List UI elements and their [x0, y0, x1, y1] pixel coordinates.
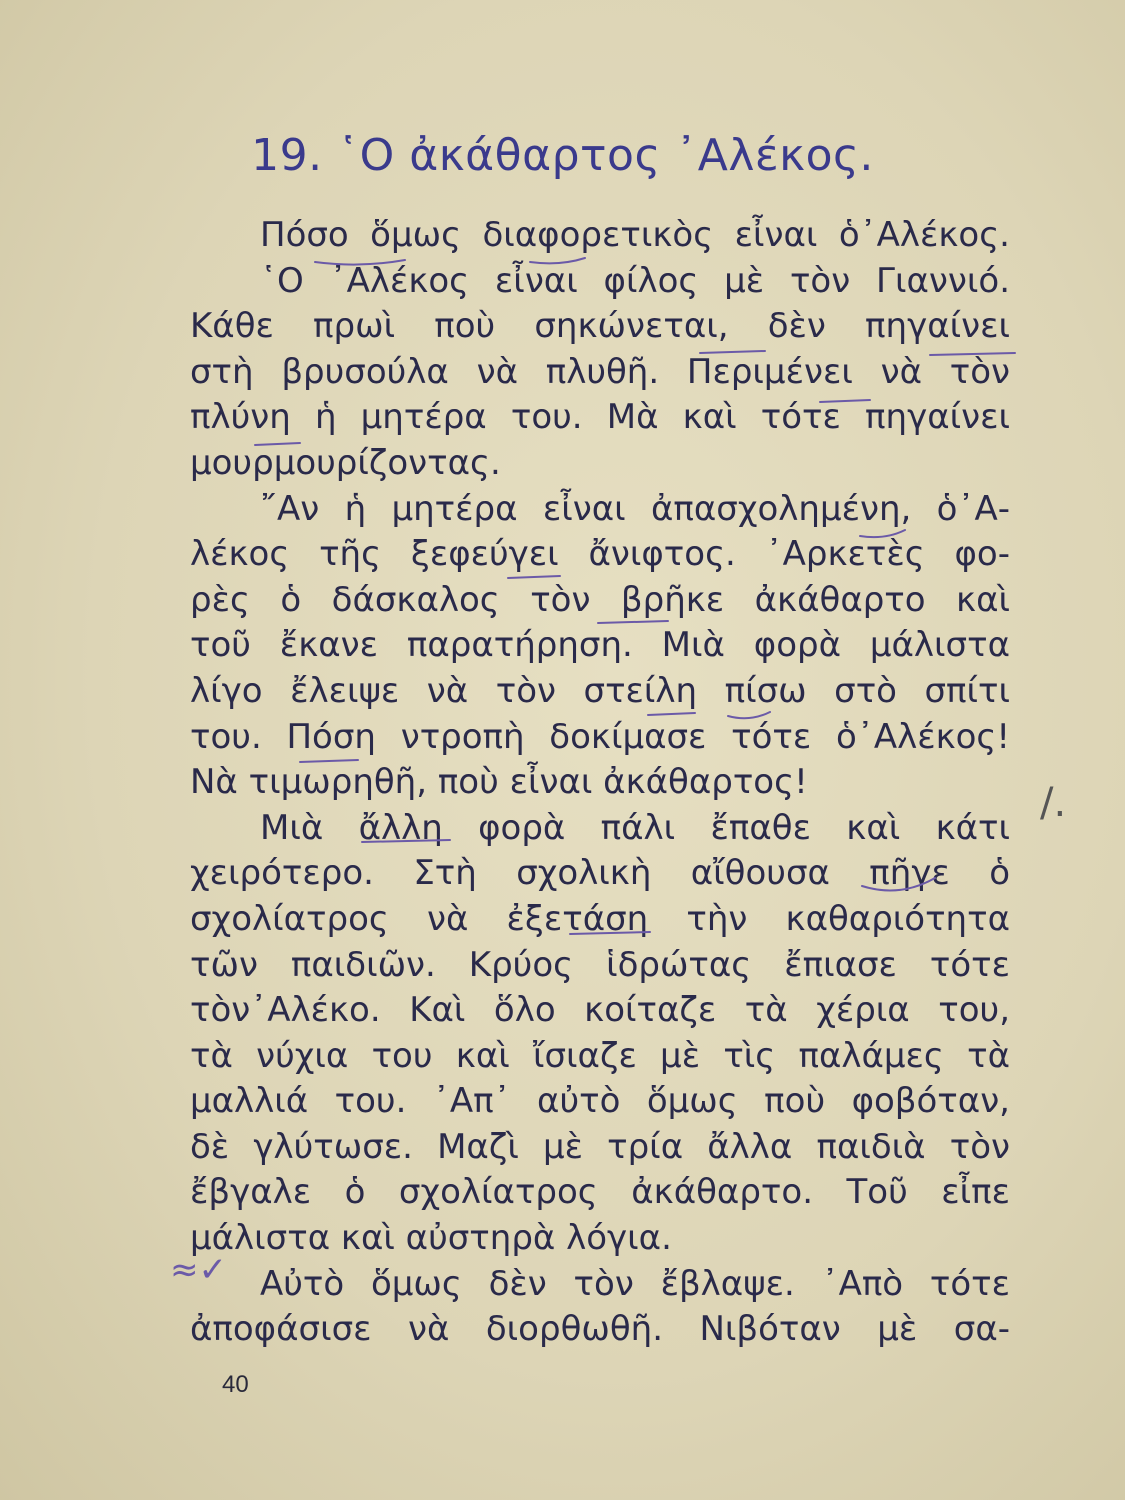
- text-line: χειρότερο. Στὴ σχολικὴ αἴθουσα πῆγε ὁ: [190, 853, 1010, 894]
- text-line: λίγο ἔλειψε νὰ τὸν στείλη πίσω στὸ σπίτι: [190, 670, 1010, 711]
- text-line: του. Πόση ντροπὴ δοκίμασε τότε ὁ᾿Αλέκος!: [190, 716, 1010, 757]
- text-line: δὲ γλύτωσε. Μαζὶ μὲ τρία ἄλλα παιδιὰ τὸν: [190, 1126, 1010, 1167]
- text-line: μάλιστα καὶ αὐστηρὰ λόγια.: [190, 1218, 672, 1259]
- text-line: Μιὰ ἄλλη φορὰ πάλι ἔπαθε καὶ κάτι: [260, 807, 1010, 848]
- text-line: μουρμουρίζοντας.: [190, 442, 501, 483]
- text-line: στὴ βρυσούλα νὰ πλυθῆ. Περιμένει νὰ τὸν: [190, 351, 1010, 392]
- text-line: ἀποφάσισε νὰ διορθωθῆ. Νιβόταν μὲ σα-: [190, 1309, 1010, 1350]
- text-line: Πόσο ὅμως διαφορετικὸς εἶναι ὁ᾿Αλέκος.: [260, 215, 1010, 255]
- text-line: Αὐτὸ ὅμως δὲν τὸν ἔβλαψε. ᾿Απὸ τότε: [260, 1263, 1010, 1304]
- text-line: σχολίατρος νὰ ἐξετάση τὴν καθαριότητα: [190, 898, 1010, 939]
- text-line: τοῦ ἔκανε παρατήρηση. Μιὰ φορὰ μάλιστα: [190, 625, 1010, 666]
- text-line: Νὰ τιμωρηθῆ, ποὺ εἶναι ἀκάθαρτος!: [190, 762, 808, 803]
- text-line: ρὲς ὁ δάσκαλος τὸν βρῆκε ἀκάθαρτο καὶ: [190, 579, 1010, 620]
- text-line: ῎Αν ἡ μητέρα εἶναι ἀπασχολημένη, ὁ᾿Α-: [260, 488, 1010, 529]
- text-line: ἔβγαλε ὁ σχολίατρος ἀκάθαρτο. Τοῦ εἶπε: [190, 1172, 1010, 1213]
- pencil-mark-left: ≈✓: [170, 1250, 227, 1290]
- page-number: 40: [222, 1371, 249, 1398]
- pencil-mark-right: /.: [1040, 780, 1067, 826]
- text-line: τὰ νύχια του καὶ ἴσιαζε μὲ τὶς παλάμες τὰ: [190, 1035, 1010, 1076]
- text-line: Κάθε πρωὶ ποὺ σηκώνεται, δὲν πηγαίνει: [190, 306, 1010, 347]
- text-line: τῶν παιδιῶν. Κρύος ἱδρώτας ἔπιασε τότε: [190, 944, 1010, 985]
- page-title: 19. ῾Ο ἀκάθαρτος ᾿Αλέκος.: [251, 130, 874, 181]
- text-line: ῾Ο ᾿Αλέκος εἶναι φίλος μὲ τὸν Γιαννιό.: [260, 260, 1010, 301]
- text-line: μαλλιά του. ᾿Απ᾿ αὐτὸ ὅμως ποὺ φοβόταν,: [190, 1081, 1010, 1122]
- body-text: [190, 213, 1010, 1353]
- text-line: λέκος τῆς ξεφεύγει ἄνιφτος. ᾿Αρκετὲς φο-: [190, 534, 1010, 575]
- text-line: τὸν᾿Αλέκο. Καὶ ὅλο κοίταζε τὰ χέρια του,: [190, 990, 1010, 1031]
- text-line: πλύνη ἡ μητέρα του. Μὰ καὶ τότε πηγαίνει: [190, 397, 1010, 438]
